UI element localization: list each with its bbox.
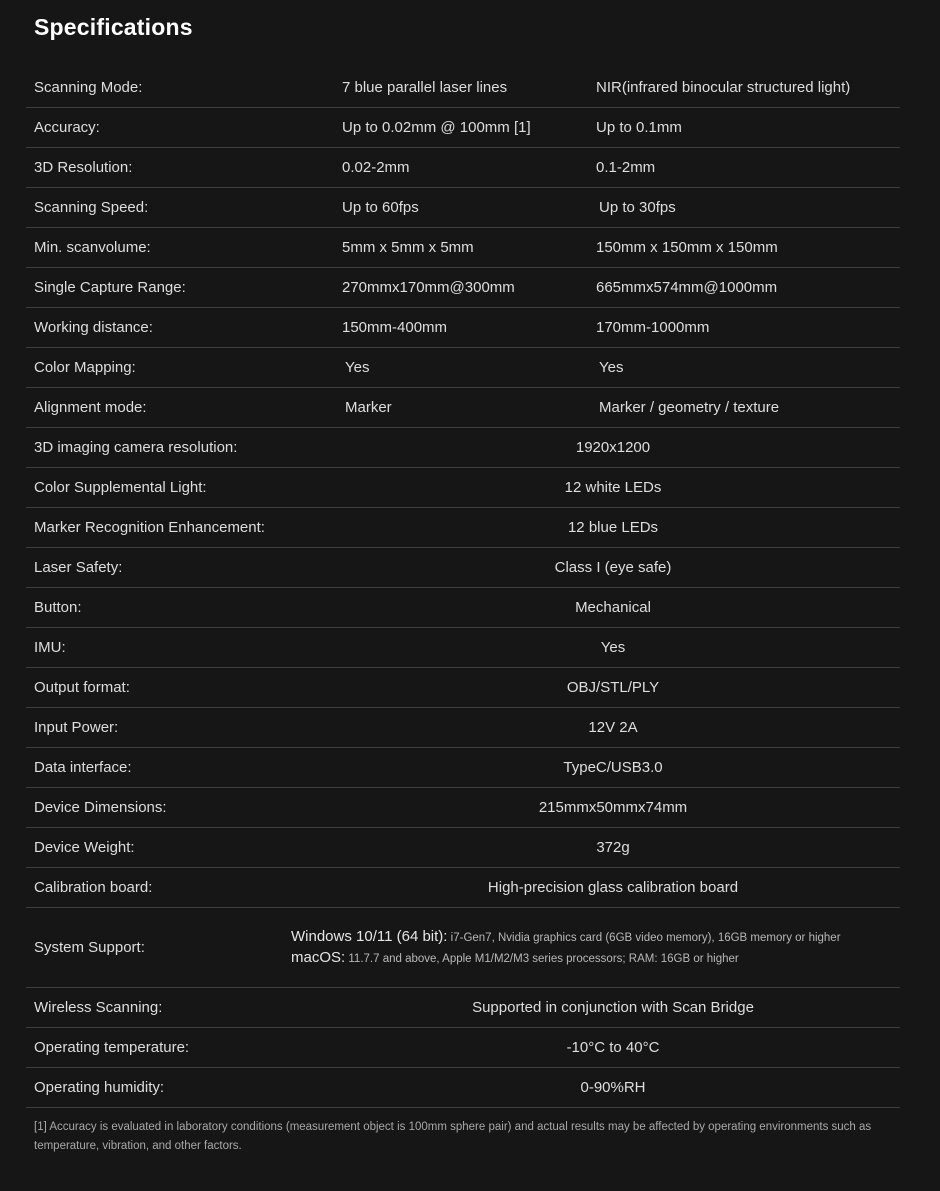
spec-row-operating-temperature bbox=[26, 1028, 900, 1068]
os-name-windows: Windows 10/11 (64 bit): bbox=[291, 927, 448, 945]
spec-row-operating-humidity bbox=[26, 1068, 900, 1108]
spec-value-laser: Yes bbox=[345, 359, 370, 376]
spec-row-alignment-mode bbox=[26, 388, 900, 428]
spec-value-nir: Up to 0.1mm bbox=[596, 119, 682, 136]
spec-label: Laser Safety: bbox=[34, 559, 123, 576]
spec-label: Color Mapping: bbox=[34, 359, 136, 376]
spec-label: System Support: bbox=[34, 939, 145, 956]
os-detail-macos: 11.7.7 and above, Apple M1/M2/M3 series processors; RAM: 16GB or higher bbox=[345, 952, 739, 965]
spec-value: Supported in conjunction with Scan Bridge bbox=[472, 999, 754, 1016]
spec-row-marker-recognition bbox=[26, 508, 900, 548]
spec-row-scanning-mode bbox=[26, 68, 900, 108]
spec-label: Data interface: bbox=[34, 759, 132, 776]
spec-value: 215mmx50mmx74mm bbox=[538, 799, 688, 816]
spec-row-output-format bbox=[26, 668, 900, 708]
spec-label: Color Supplemental Light: bbox=[34, 479, 207, 496]
spec-label: Device Weight: bbox=[34, 839, 135, 856]
spec-value: TypeC/USB3.0 bbox=[563, 759, 663, 776]
system-windows bbox=[291, 927, 841, 948]
spec-row-data-interface bbox=[26, 748, 900, 788]
spec-value: Mechanical bbox=[575, 599, 651, 616]
spec-label: 3D Resolution: bbox=[34, 159, 133, 176]
spec-value-laser: 5mm x 5mm x 5mm bbox=[342, 239, 474, 256]
spec-row-input-power bbox=[26, 708, 900, 748]
spec-value-laser: Marker bbox=[345, 399, 392, 416]
spec-label: Operating humidity: bbox=[34, 1079, 165, 1096]
spec-row-min-scanvolume bbox=[26, 228, 900, 268]
spec-value: 12 white LEDs bbox=[564, 479, 662, 496]
spec-row-button bbox=[26, 588, 900, 628]
spec-value-nir: 150mm x 150mm x 150mm bbox=[596, 239, 778, 256]
spec-row-single-capture-range bbox=[26, 268, 900, 308]
spec-row-scanning-speed bbox=[26, 188, 900, 228]
spec-row-imu bbox=[26, 628, 900, 668]
system-macos bbox=[291, 948, 739, 969]
spec-row-working-distance bbox=[26, 308, 900, 348]
page-title: Specifications bbox=[34, 14, 193, 40]
spec-value: High-precision glass calibration board bbox=[487, 879, 739, 896]
spec-row-camera-resolution bbox=[26, 428, 900, 468]
spec-label: IMU: bbox=[34, 639, 66, 656]
spec-value: -10°C to 40°C bbox=[566, 1039, 660, 1056]
spec-label: Wireless Scanning: bbox=[34, 999, 163, 1016]
spec-row-color-mapping bbox=[26, 348, 900, 388]
spec-value-laser: Up to 60fps bbox=[342, 199, 419, 216]
spec-value: 372g bbox=[596, 839, 630, 856]
spec-value: 1920x1200 bbox=[575, 439, 651, 456]
spec-label: Button: bbox=[34, 599, 82, 616]
spec-value-laser: 270mmx170mm@300mm bbox=[342, 279, 515, 296]
spec-row-accuracy bbox=[26, 108, 900, 148]
spec-label: Accuracy: bbox=[34, 119, 100, 136]
spec-label: Marker Recognition Enhancement: bbox=[34, 519, 265, 536]
spec-row-device-weight bbox=[26, 828, 900, 868]
spec-label: Scanning Speed: bbox=[34, 199, 149, 216]
spec-value-laser: 0.02-2mm bbox=[342, 159, 410, 176]
spec-row-system-support bbox=[26, 908, 900, 988]
spec-row-calibration-board bbox=[26, 868, 900, 908]
spec-value-nir: 0.1-2mm bbox=[596, 159, 656, 176]
spec-label: Min. scanvolume: bbox=[34, 239, 151, 256]
spec-label: Alignment mode: bbox=[34, 399, 147, 416]
spec-value-nir: NIR(infrared binocular structured light) bbox=[596, 79, 851, 96]
spec-row-laser-safety bbox=[26, 548, 900, 588]
spec-value: Yes bbox=[600, 639, 626, 656]
spec-value-nir: Up to 30fps bbox=[599, 199, 676, 216]
spec-value-laser: Up to 0.02mm @ 100mm [1] bbox=[342, 119, 531, 136]
spec-value-nir: Marker / geometry / texture bbox=[599, 399, 780, 416]
spec-value: OBJ/STL/PLY bbox=[566, 679, 660, 696]
spec-label: Working distance: bbox=[34, 319, 153, 336]
spec-row-color-supplemental-light bbox=[26, 468, 900, 508]
spec-label: Scanning Mode: bbox=[34, 79, 143, 96]
spec-label: Single Capture Range: bbox=[34, 279, 186, 296]
spec-row-device-dimensions bbox=[26, 788, 900, 828]
system-requirements bbox=[291, 908, 900, 987]
spec-value: Class I (eye safe) bbox=[554, 559, 672, 576]
os-name-macos: macOS: bbox=[291, 948, 346, 966]
spec-label: Input Power: bbox=[34, 719, 119, 736]
spec-value: 0-90%RH bbox=[580, 1079, 646, 1096]
spec-row-wireless-scanning bbox=[26, 988, 900, 1028]
spec-value: 12V 2A bbox=[588, 719, 638, 736]
spec-value-nir: Yes bbox=[599, 359, 624, 376]
spec-row-3d-resolution bbox=[26, 148, 900, 188]
spec-value-laser: 7 blue parallel laser lines bbox=[342, 79, 508, 96]
spec-label: Device Dimensions: bbox=[34, 799, 167, 816]
spec-label: Calibration board: bbox=[34, 879, 153, 896]
os-detail-windows: i7-Gen7, Nvidia graphics card (6GB video memory), 16GB memory or higher bbox=[447, 931, 841, 944]
spec-value-nir: 170mm-1000mm bbox=[596, 319, 710, 336]
spec-label: 3D imaging camera resolution: bbox=[34, 439, 238, 456]
specifications-table bbox=[26, 68, 900, 1108]
spec-value-nir: 665mmx574mm@1000mm bbox=[596, 279, 778, 296]
spec-label: Operating temperature: bbox=[34, 1039, 190, 1056]
spec-value: 12 blue LEDs bbox=[567, 519, 659, 536]
spec-value-laser: 150mm-400mm bbox=[342, 319, 448, 336]
accuracy-footnote: [1] Accuracy is evaluated in laboratory conditions (measurement object is 100mm sphere pair) and actual results may be affected by operating environments such as temperature, vibration, and other factors. bbox=[34, 1121, 872, 1152]
spec-label: Output format: bbox=[34, 679, 130, 696]
